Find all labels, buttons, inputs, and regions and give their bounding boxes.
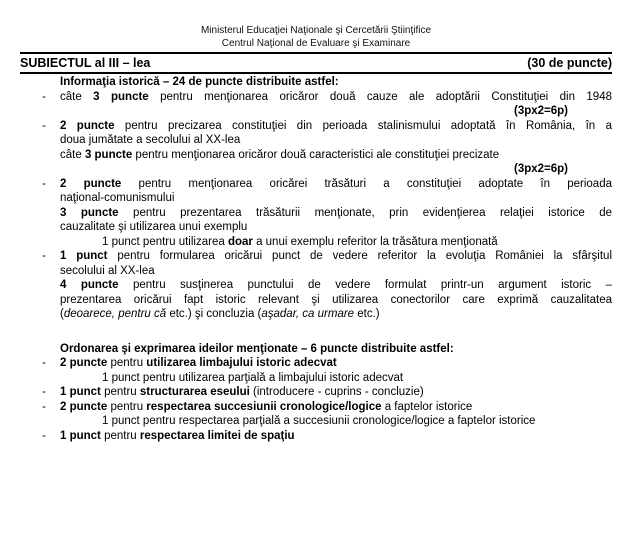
text-segment: 2 puncte <box>60 119 115 132</box>
text-segment: 3 puncte <box>60 206 119 219</box>
section-heading: Ordonarea şi exprimarea ideilor menţionate – 6 puncte distribuite astfel: <box>60 342 454 355</box>
text-segment: utilizarea limbajului istoric adecvat <box>146 357 337 369</box>
rubric-line <box>60 278 612 293</box>
bullet-dash: - <box>42 177 46 190</box>
text-segment: 1 punct pentru utilizarea parţială a limbajului istoric adecvat <box>102 371 404 384</box>
text-segment: pentru <box>100 386 140 398</box>
rubric-line <box>42 177 612 192</box>
text-segment: 1 punct <box>60 386 101 398</box>
text-segment: pentru <box>107 357 147 369</box>
rubric-line <box>42 385 612 400</box>
rubric-line <box>60 235 612 250</box>
text-segment: respectarea limitei de spaţiu <box>139 429 295 442</box>
text-segment: (3px2=6p) <box>513 163 568 175</box>
evaluation-center-line: Centrul Naţional de Evaluare şi Examinare <box>221 37 411 49</box>
text-segment: 1 punct pentru utilizarea <box>102 235 228 248</box>
rubric-line <box>42 429 612 444</box>
text-segment: pentru prezentarea trăsăturii menţionate, prin evidenţierea relaţiei istorice de <box>118 206 612 219</box>
text-segment: etc.) <box>354 308 380 320</box>
subject-total-points: (30 de puncte) <box>527 56 612 70</box>
bullet-dash: - <box>42 250 46 262</box>
text-segment: doua jumătate a secolului al XX-lea <box>60 134 241 146</box>
text-segment: cauzalitate şi utilizarea unui exemplu <box>60 221 248 233</box>
text-segment: pentru menţionarea oricărei trăsături a constituţiei adoptate în perioada <box>121 177 612 190</box>
ministry-line: Ministerul Educaţiei Naţionale şi Cercetării Ştiinţifice <box>200 25 432 36</box>
text-segment: secolului al XX-lea <box>60 264 155 277</box>
text-segment: respectarea succesiunii cronologice/logice <box>146 400 382 413</box>
bullet-dash: - <box>42 357 46 369</box>
text-segment: doar <box>227 235 253 248</box>
text-segment: 3 puncte <box>93 90 149 103</box>
text-segment: pentru <box>107 400 147 413</box>
section-heading: Informaţia istorică – 24 de puncte distribuite astfel: <box>60 76 339 88</box>
document-body <box>42 75 612 443</box>
text-segment: pentru menţionarea oricăror două cauze ale adoptării Constituţiei din 1948 <box>148 90 612 103</box>
rubric-line <box>60 220 612 235</box>
rubric-line <box>42 356 612 371</box>
text-segment: structurarea eseului <box>139 386 250 398</box>
bullet-dash: - <box>42 90 46 103</box>
text-segment: 1 punct <box>60 429 101 442</box>
text-segment: 4 puncte <box>60 279 119 291</box>
text-segment: pentru formularea oricărui punct de vedere referitor la evoluţia României la sfârşitul <box>107 250 612 262</box>
text-segment: 1 punct pentru respectarea parţială a succesiunii cronologice/logice a faptelor istorice <box>102 415 536 427</box>
bullet-dash: - <box>42 400 46 413</box>
rubric-line <box>42 119 612 134</box>
rubric-line <box>60 371 612 386</box>
rubric-line <box>60 191 612 206</box>
text-segment: 2 puncte <box>60 400 108 413</box>
subject-title: SUBIECTUL al III – lea <box>20 56 151 70</box>
text-segment: prezentarea oricărui fapt istoric relevant şi utilizarea conectorilor care exprimă cauzalitatea <box>60 293 612 306</box>
text-segment: (introducere - cuprins - concluzie) <box>249 386 424 398</box>
text-segment: aşadar, ca urmare <box>261 308 355 320</box>
text-segment: câte <box>60 148 85 161</box>
text-segment: pentru menţionarea oricăror două caracteristici ale constituţiei precizate <box>132 148 500 161</box>
text-segment: 2 puncte <box>60 357 108 369</box>
bullet-dash: - <box>42 119 46 132</box>
text-segment: 1 punct <box>60 250 108 262</box>
rubric-line <box>60 307 612 322</box>
text-segment: etc.) şi concluzia ( <box>166 308 262 320</box>
rubric-line <box>42 249 612 264</box>
text-segment: pentru susţinerea punctului de vedere formulat printr-un argument istoric – <box>118 279 612 291</box>
document-header <box>20 25 612 50</box>
text-segment: câte <box>60 90 94 103</box>
text-segment: 2 puncte <box>60 177 122 190</box>
text-segment: ( <box>60 308 64 320</box>
text-segment: naţional-comunismului <box>60 192 175 204</box>
rubric-line <box>42 90 612 105</box>
rubric-line <box>60 264 612 279</box>
text-segment: (3px2=6p) <box>513 105 568 117</box>
text-segment: pentru <box>100 429 140 442</box>
rubric-line <box>60 133 612 148</box>
text-segment: a faptelor istorice <box>381 400 473 413</box>
points-subtotal-line <box>60 162 612 177</box>
subject-title-row <box>20 54 612 74</box>
text-segment: pentru precizarea constituţiei din perioada stalinismului adoptată în România, în a <box>114 119 612 132</box>
points-subtotal-line <box>60 104 612 119</box>
text-segment: deoarece, pentru că <box>63 308 167 320</box>
rubric-line <box>60 148 612 163</box>
rubric-line <box>60 293 612 308</box>
bullet-dash: - <box>42 429 46 442</box>
rubric-line <box>42 400 612 415</box>
text-segment: 3 puncte <box>84 148 133 161</box>
bullet-dash: - <box>42 386 46 398</box>
rubric-line <box>60 206 612 221</box>
text-segment: a unui exemplu referitor la trăsătura menţionată <box>252 235 498 248</box>
rubric-line <box>60 414 612 429</box>
